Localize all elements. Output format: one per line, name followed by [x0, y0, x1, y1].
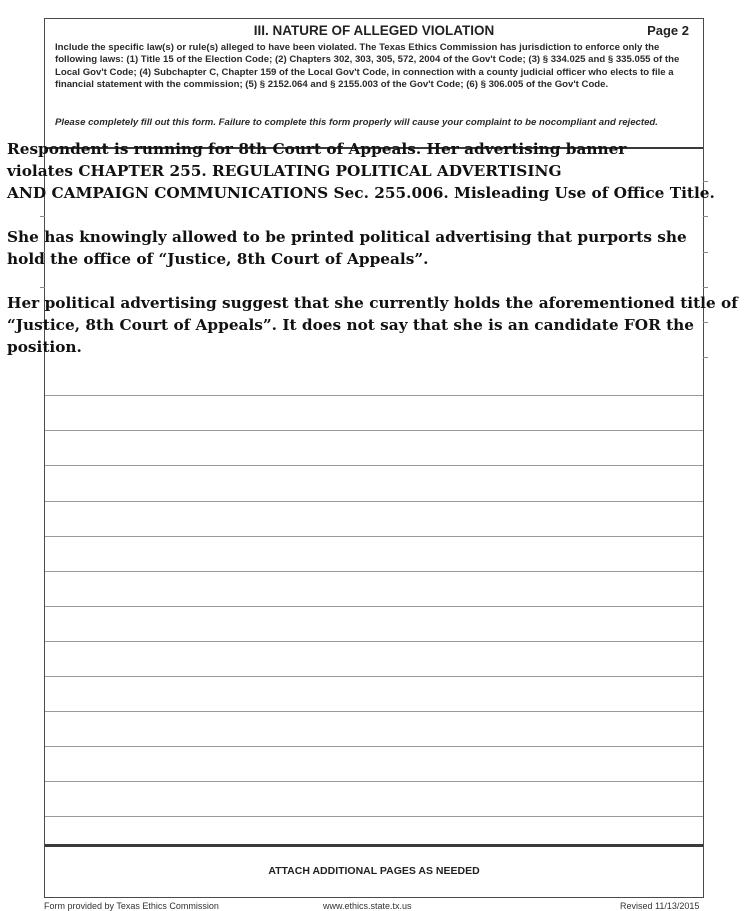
ruled-line — [45, 501, 703, 502]
page-number: Page 2 — [647, 23, 689, 38]
ruled-line — [45, 536, 703, 537]
ruled-line — [45, 606, 703, 607]
ruled-line — [45, 641, 703, 642]
text-line: “Justice, 8th Court of Appeals”. It does not say that she is an candidate FOR the — [7, 316, 695, 334]
ruled-line — [45, 746, 703, 747]
text-line: Respondent is running for 8th Court of Appeals. Her advertising banner — [7, 140, 627, 158]
complaint-paragraph — [7, 292, 738, 358]
completion-warning: Please completely fill out this form. Failure to complete this form properly will cause your complaint to be nocompliant and rejected. — [55, 117, 658, 128]
line-stub — [703, 252, 708, 253]
ruled-line — [45, 395, 703, 396]
section-header — [45, 19, 703, 149]
text-line: violates CHAPTER 255. REGULATING POLITICAL ADVERTISING — [7, 162, 562, 180]
ruled-line — [45, 465, 703, 466]
ruled-line — [45, 571, 703, 572]
text-line: She has knowingly allowed to be printed political advertising that purports she — [7, 228, 687, 246]
complaint-paragraph — [7, 138, 715, 204]
website-link[interactable]: www.ethics.state.tx.us — [323, 901, 412, 911]
line-stub — [703, 216, 708, 217]
jurisdiction-instructions: Include the specific law(s) or rule(s) alleged to have been violated. The Texas Ethics Commission has jurisdiction to enforce only the following laws: (1) Title 15 of the Election Code; (2) Chapters 302, 303, 305, 572, 2004 of the Gov't Code; (3) § 334.025 and § 335.055 of the Local Gov't Code; (4) Subchapter C, Chapter 159 of the Local Gov't Code, in connection with a county judicial officer who elects to file a financial statement with the commission; (5) § 2152.064 and § 2155.003 of the Gov't Code; (6) § 306.005 of the Gov't Code. — [55, 42, 680, 90]
attach-pages-note: ATTACH ADDITIONAL PAGES AS NEEDED — [268, 865, 480, 877]
text-line: position. — [7, 338, 82, 356]
typed-complaint-text — [7, 138, 738, 380]
text-line: AND CAMPAIGN COMMUNICATIONS Sec. 255.006. Misleading Use of Office Title. — [7, 184, 715, 202]
line-stub — [703, 181, 708, 182]
ruled-line — [45, 676, 703, 677]
revision-date: Revised 11/13/2015 — [620, 901, 700, 911]
line-stub — [703, 287, 708, 288]
text-line: hold the office of “Justice, 8th Court of Appeals”. — [7, 250, 429, 268]
footer-divider — [45, 844, 703, 847]
line-stub — [703, 322, 708, 323]
ruled-line — [45, 781, 703, 782]
line-stub — [703, 357, 708, 358]
ruled-line — [45, 816, 703, 817]
text-line: Her political advertising suggest that she currently holds the aforementioned title of — [7, 294, 738, 312]
ruled-line — [45, 430, 703, 431]
form-source-note: Form provided by Texas Ethics Commission — [44, 901, 219, 911]
ruled-line — [45, 711, 703, 712]
complaint-paragraph — [7, 226, 687, 270]
section-title: III. NATURE OF ALLEGED VIOLATION — [253, 23, 495, 38]
